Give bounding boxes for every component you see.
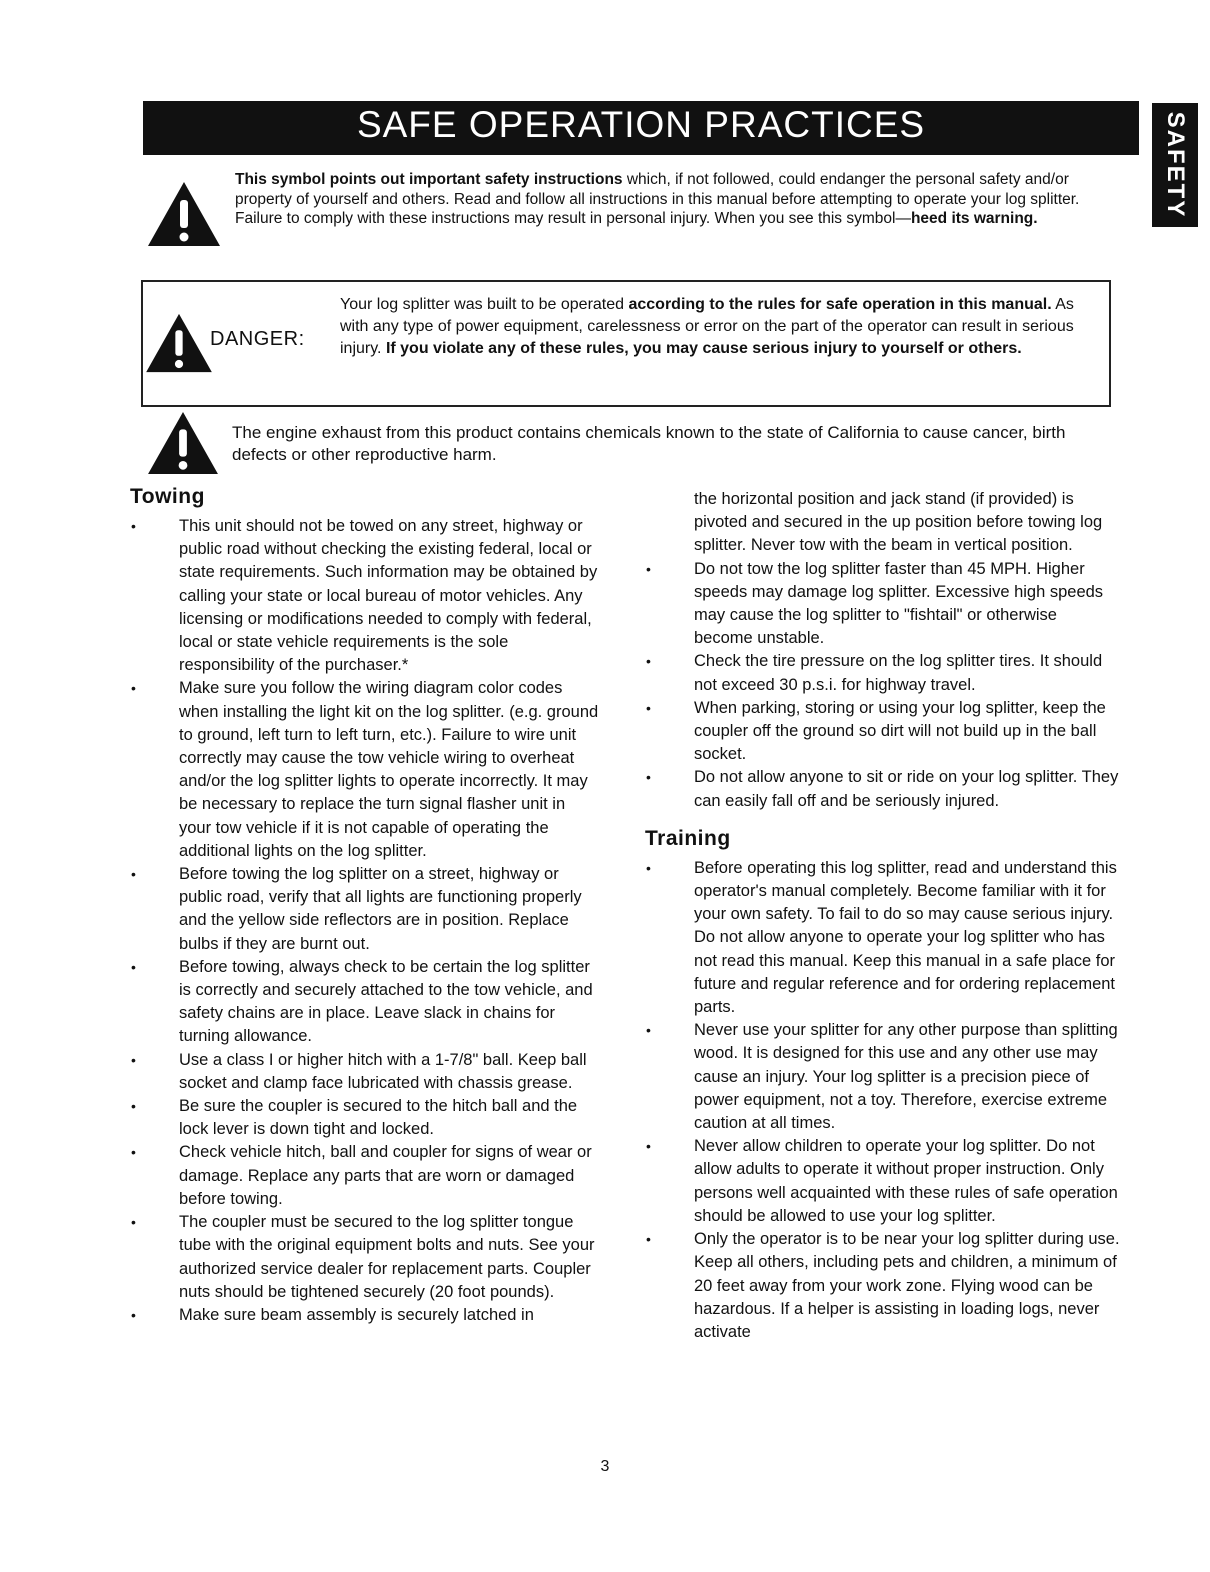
safety-symbol-intro: [235, 170, 1115, 229]
section-tab-label: SAFETY: [1162, 111, 1189, 219]
list-item: • Never use your splitter for any other purpose than splitting wood. It is designed for this use and any other use may cause an injury. Your log splitter is a precision piece of power equipment, not a toy. Therefore, exercise extreme caution at all times.: [645, 1019, 1120, 1135]
intro-text: which, if not followed, could endanger the personal safety and/or property of yourself and others. Read and follow all instructions in this manual before attempting to operate your log splitter. Failure to comply with these instructions may result in personal injury. When you see this symbol—: [235, 171, 1080, 227]
danger-text-1: Your log splitter was built to be operated: [340, 296, 629, 313]
danger-bold-2: If you violate any of these rules, you may cause serious injury to yourself or others.: [385, 340, 1022, 357]
towing-heading: Towing: [130, 485, 205, 508]
list-item: • Only the operator is to be near your log splitter during use. Keep all others, including pets and children, a minimum of 20 feet away from your work zone. Flying wood can be hazardous. If a helper is assisting in loading logs, never activate: [645, 1228, 1120, 1344]
list-item: • Make sure beam assembly is securely latched in: [130, 1304, 600, 1327]
intro-bold-lead: This symbol points out important safety instructions: [235, 171, 623, 188]
danger-text-2: As with any type of power equipment, carelessness or error on the part of the operator can result in serious injury.: [340, 296, 1074, 357]
list-item: • Use a class I or higher hitch with a 1-7/8" ball. Keep ball socket and clamp face lubricated with chassis grease.: [130, 1049, 600, 1095]
danger-triangle-icon: [144, 312, 214, 374]
california-warning: The engine exhaust from this product contains chemicals known to the state of California to cause cancer, birth defects or other reproductive harm.: [232, 423, 1066, 464]
danger-text: [340, 294, 1100, 360]
page-title: SAFE OPERATION PRACTICES: [143, 101, 1139, 155]
list-item: • Make sure you follow the wiring diagram color codes when installing the light kit on the log splitter. (e.g. ground to ground, left turn to left turn, etc.). Failure to wire unit correctly may cause the tow vehicle wiring to overheat and/or the log splitter lights to operate incorrectly. It may be necessary to replace the turn signal flasher unit in your tow vehicle if it is not capable of operating the additional lights on the log splitter.: [130, 677, 600, 863]
training-heading: Training: [645, 826, 731, 850]
list-item: • Do not allow anyone to sit or ride on your log splitter. They can easily fall off and be seriously injured.: [645, 766, 1120, 812]
list-item: • Before towing the log splitter on a street, highway or public road, verify that all lights are functioning properly and the yellow side reflectors are in position. Replace bulbs if they are burnt out.: [130, 863, 600, 956]
page-number: 3: [600, 1458, 610, 1475]
training-list: [645, 857, 1120, 1344]
warning-triangle-icon: [146, 410, 220, 476]
warning-triangle-icon: [146, 180, 222, 248]
list-item: • Before operating this log splitter, read and understand this operator's manual completely. Become familiar with it for your own safety. To fail to do so may cause serious injury. Do not allow anyone to operate your log splitter who has not read this manual. Keep this manual in a safe place for future and regular reference and for ordering replacement parts.: [645, 857, 1120, 1019]
list-item: • This unit should not be towed on any street, highway or public road without checking the existing federal, local or state requirements. Such information may be obtained by calling your state or local bureau of motor vehicles. Any licensing or modifications needed to comply with federal, local or state vehicle requirements is the sole responsibility of the purchaser.*: [130, 515, 600, 677]
list-item: • When parking, storing or using your log splitter, keep the coupler off the ground so dirt will not build up in the ball socket.: [645, 697, 1120, 767]
list-item: • Check the tire pressure on the log splitter tires. It should not exceed 30 p.s.i. for highway travel.: [645, 650, 1120, 696]
danger-label: DANGER:: [210, 328, 305, 350]
list-item: • Before towing, always check to be certain the log splitter is correctly and securely attached to the tow vehicle, and safety chains are in place. Leave slack in chains for turning allowance.: [130, 956, 600, 1049]
list-item: • Never allow children to operate your log splitter. Do not allow adults to operate it without proper instruction. Only persons well acquainted with these rules of safe operation should be allowed to use your log splitter.: [645, 1135, 1120, 1228]
danger-bold-1: according to the rules for safe operation in this manual.: [628, 296, 1052, 313]
list-item: • The coupler must be secured to the log splitter tongue tube with the original equipment bolts and nuts. See your authorized service dealer for replacement parts. Coupler nuts should be tightened securely (20 foot pounds).: [130, 1211, 600, 1304]
list-item: • Be sure the coupler is secured to the hitch ball and the lock lever is down tight and locked.: [130, 1095, 600, 1141]
towing-list: [130, 515, 600, 1327]
towing-list-continued: [645, 558, 1120, 813]
list-item: • Do not tow the log splitter faster than 45 MPH. Higher speeds may damage log splitter. Excessive high speeds may cause the log splitter to "fishtail" or otherwise become unstable.: [645, 558, 1120, 651]
intro-bold-tail: heed its warning.: [910, 210, 1038, 227]
right-column: [645, 488, 1120, 1344]
left-column: [130, 485, 600, 1327]
towing-continuation: the horizontal position and jack stand (if provided) is pivoted and secured in the up position before towing log splitter. Never tow with the beam in vertical position.: [694, 490, 1103, 555]
section-tab: [1152, 103, 1198, 227]
list-item: • Check vehicle hitch, ball and coupler for signs of wear or damage. Replace any parts that are worn or damaged before towing.: [130, 1141, 600, 1211]
